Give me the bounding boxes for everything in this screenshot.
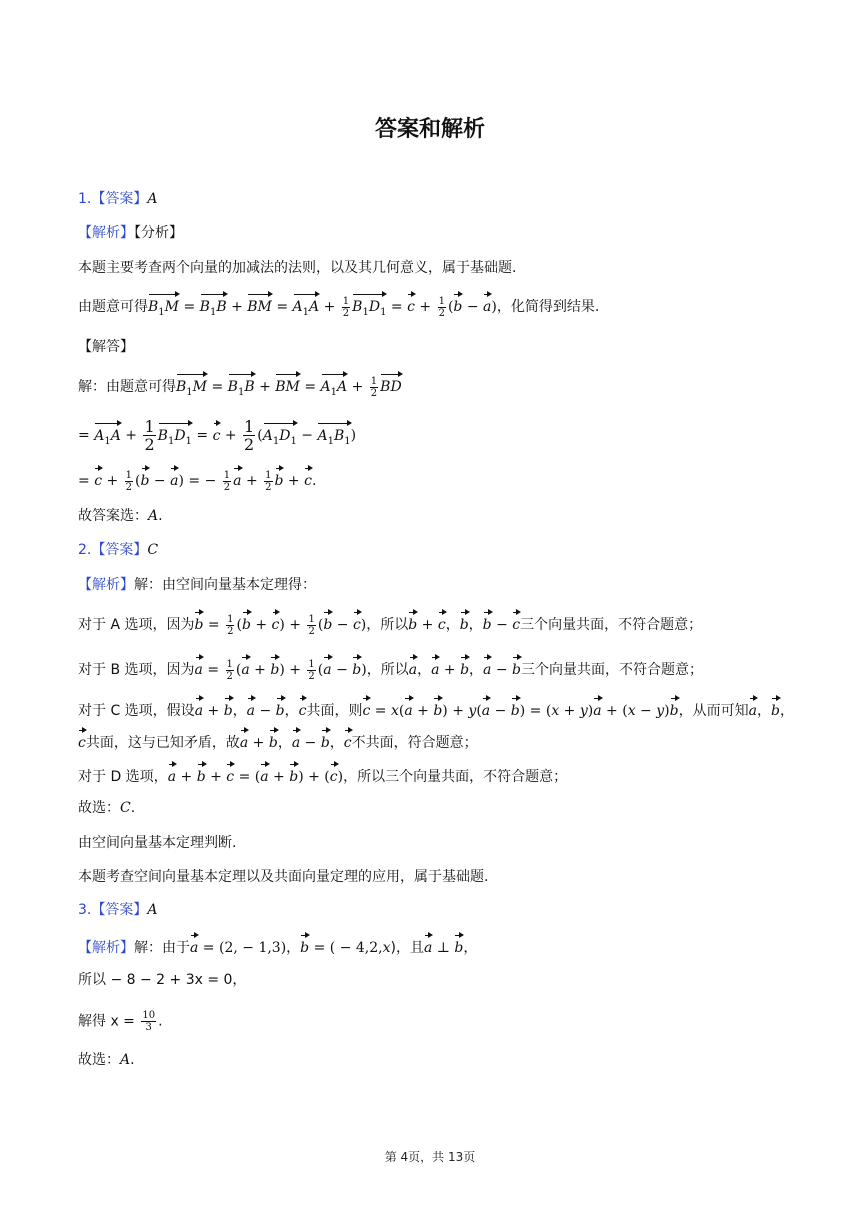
q3-selection-answer: A	[120, 1052, 131, 1068]
q1-solution-lead: 解：由题意可得	[78, 379, 176, 395]
q2-c-mid2: ，从而可知	[678, 703, 749, 719]
q3-number: 3.	[78, 902, 92, 918]
q3-selection	[78, 1049, 810, 1071]
q2-jiexi-tag: 【解析】	[78, 577, 134, 593]
q2-c-l2-b: 不共面，符合题意；	[351, 735, 478, 751]
q3-result	[78, 1010, 810, 1033]
q1-answer: A	[147, 191, 158, 207]
q2-b-lead: 对于 B 选项，因为	[78, 662, 195, 678]
q2-option-d: 对于 D 选项，a + b + c = (a + b) + (c)，所以三个向量共面，不符合题意；	[78, 763, 810, 788]
q2-a-tail: 三个向量共面，不符合题意；	[520, 617, 703, 633]
q2-d-lead: 对于 D 选项，	[78, 769, 168, 785]
q2-selection-end: .	[130, 800, 136, 816]
q3-answer-line	[78, 899, 810, 921]
q2-number: 2.	[78, 542, 92, 558]
q2-c-mid1: 共面，则	[306, 703, 363, 719]
q2-a-mid: ，所以	[366, 617, 409, 633]
q1-derivation-lead: 由题意可得	[78, 299, 148, 315]
q1-selection-answer: A	[148, 508, 159, 524]
q3-l1-end: ，	[463, 940, 478, 956]
q1-selection-end: .	[158, 508, 163, 524]
q2-option-b: 对于 B 选项，因为a = $\frac{1}{2}$ (a + b) + $\frac{1}{2}$ (a − b)，所以a，a + b，a − b三个向量共面，不符合题意；	[78, 656, 810, 682]
q3-result-denominator: 3	[145, 1022, 152, 1033]
q1-solution-line-2: = $A_1A$ + $\frac{1}{2}$ $B_1D_1 = c$ + $\frac{1}{2}$ $(A_1D_1 - A_1B_1)$	[78, 417, 357, 454]
q3-equation: 所以 − 8 − 2 + 3x = 0，	[78, 972, 247, 988]
q2-answer-line	[78, 539, 810, 561]
q2-selection	[78, 797, 810, 819]
q3-l1-eq2: = ( − 4,2,	[309, 940, 383, 956]
q1-derivation-tail: ，化简得到结果.	[496, 299, 600, 315]
q1-derivation-line: 由题意可得$B_1M = B_1B$ + BM = $A_1A$ + $\frac{1}{2}$ $B_1D_1 = c$ + $\frac{1}{2}$ (b − a)，化简得到结果.	[78, 293, 810, 324]
q3-answer-tag: 【答案】	[91, 902, 148, 918]
q2-option-c-line-2: c共面，这与已知矛盾，故a + b，a − b，c不共面，符合题意；	[78, 729, 810, 754]
q2-note-2: 本题考查空间向量基本定理以及共面向量定理的应用，属于基础题.	[78, 869, 489, 885]
q2-c-lead: 对于 C 选项，假设	[78, 703, 195, 719]
page-footer: 第 4页，共 13页	[384, 1150, 476, 1164]
q3-analysis-line: 【解析】解：由于a = (2, − 1,3)，b = ( − 4,2,x)，且a ⊥ b，	[78, 934, 810, 959]
q1-selection	[78, 505, 810, 527]
q2-d-tail: ，所以三个向量共面，不符合题意；	[343, 769, 568, 785]
q2-option-c-line-1: 对于 C 选项，假设a + b，a − b，c共面，则c = x(a + b) + y(a − b) = (x + y)a + (x − y)b，从而可知a，b，	[78, 697, 810, 722]
q1-analysis-text: 本题主要考查两个向量的加减法的法则，以及其几何意义，属于基础题.	[78, 260, 517, 276]
q2-note-1: 由空间向量基本定理判断.	[78, 835, 237, 851]
page-title: 答案和解析	[374, 117, 485, 142]
q3-answer: A	[147, 902, 158, 918]
q1-solution-line-3: = c + $\frac{1}{2}$ (b − a) = − $\frac{1}{2}$ a + $\frac{1}{2}$ b + c.	[78, 467, 810, 493]
q2-b-tail: 三个向量共面，不符合题意；	[521, 662, 703, 678]
q3-l1-eq1: = (2, − 1,3)，	[198, 940, 301, 956]
q3-selection-label: 故选：	[78, 1052, 120, 1068]
q3-selection-end: .	[130, 1052, 135, 1068]
q3-result-end: .	[158, 1013, 163, 1030]
q2-a-lead: 对于 A 选项，因为	[78, 617, 195, 633]
q2-analysis-line	[78, 574, 810, 596]
q2-answer: C	[147, 542, 159, 558]
q1-fenxi-tag: 【分析】	[134, 225, 183, 241]
q1-answer-tag: 【答案】	[91, 191, 148, 207]
q1-analysis-tags	[78, 222, 810, 244]
q2-selection-answer: C	[120, 800, 131, 816]
q1-jiexi-tag: 【解析】	[78, 225, 134, 241]
q3-result-numerator: 10	[142, 1010, 156, 1021]
q3-jiexi-tag: 【解析】	[78, 940, 134, 956]
q1-jieda-tag: 【解答】	[78, 339, 134, 355]
q2-option-a: 对于 A 选项，因为b = $\frac{1}{2}$ (b + c) + $\frac{1}{2}$ (b − c)，所以b + c，b，b − c三个向量共面，不符合题意；	[78, 611, 810, 637]
q1-selection-label: 故答案选：	[78, 508, 148, 524]
q1-number: 1.	[78, 191, 92, 207]
q3-l1-eq2-end: )，且	[390, 940, 424, 956]
q2-c-l2-a: 共面，这与已知矛盾，故	[85, 735, 240, 751]
q1-answer-line	[78, 188, 810, 210]
q3-result-lead: 解得 x =	[78, 1013, 140, 1030]
q3-l1-lead: 解：由于	[134, 940, 190, 956]
q2-b-mid: ，所以	[366, 662, 409, 678]
q2-selection-label: 故选：	[78, 800, 120, 816]
q1-solution-line-1: 解：由题意可得$B_1M = B_1B$ + BM = $A_1A$ + $\frac{1}{2}$ BD	[78, 373, 810, 404]
q2-analysis-text: 解：由空间向量基本定理得：	[134, 577, 316, 593]
q2-answer-tag: 【答案】	[91, 542, 148, 558]
